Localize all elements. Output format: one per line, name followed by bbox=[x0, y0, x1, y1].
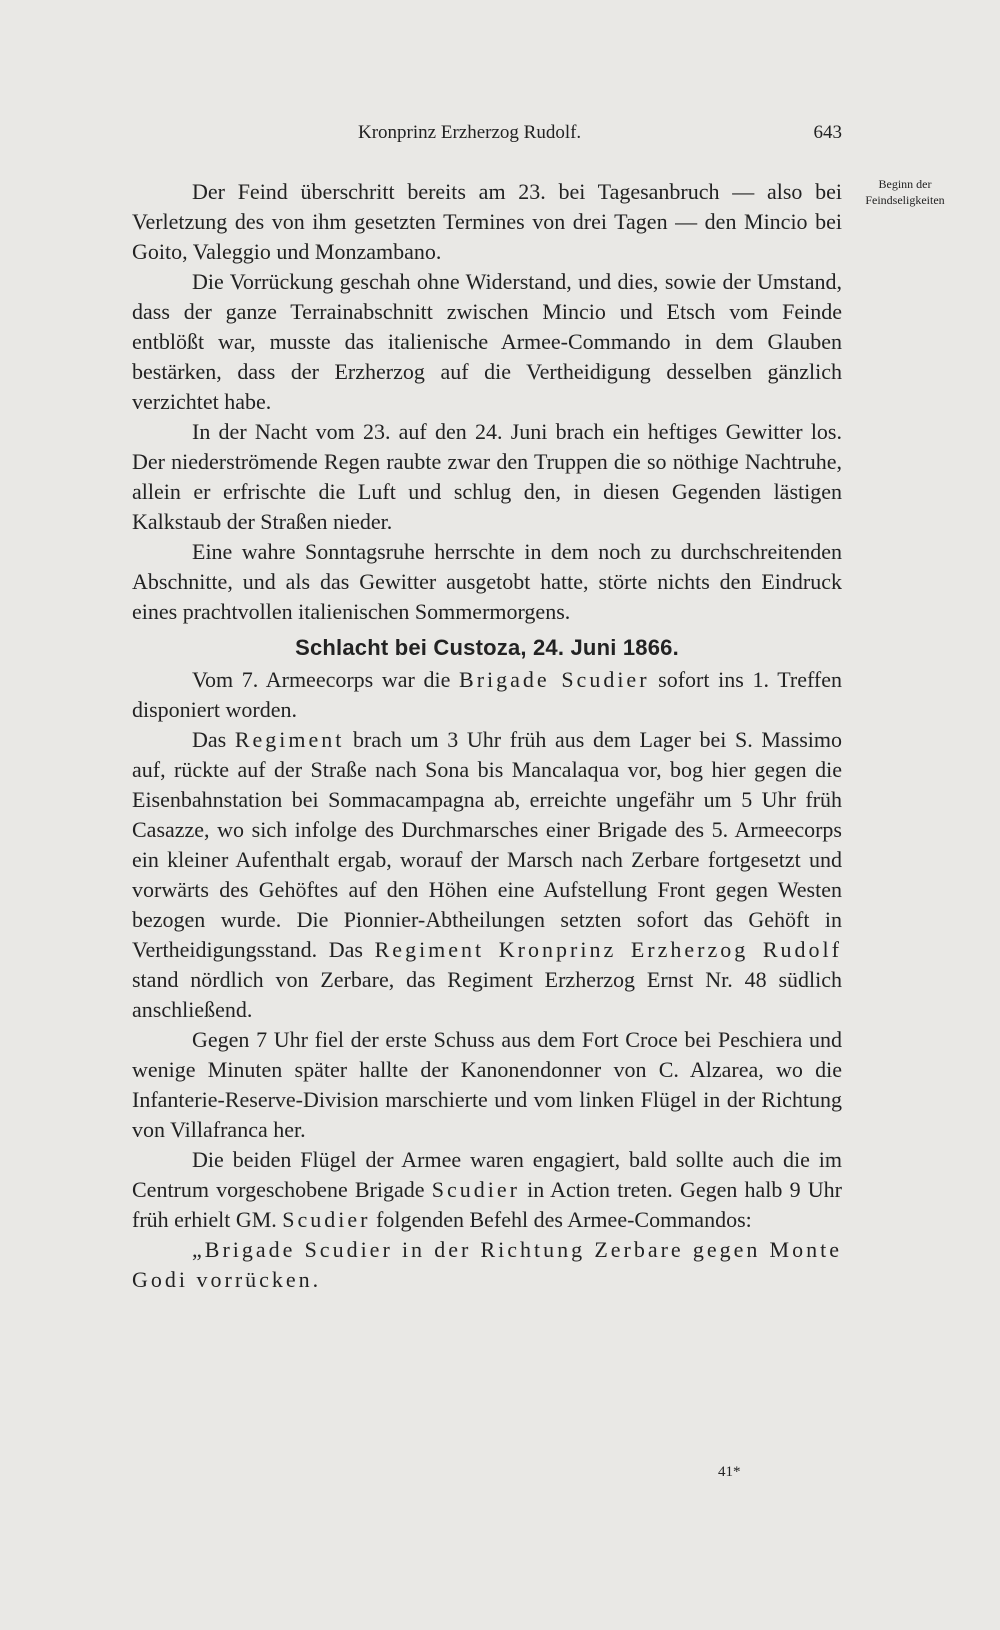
text-run: sofort ins 1. Treffen disponiert worden. bbox=[132, 667, 842, 722]
order-quote: „Brigade Scudier in der Richtung Zerbare gegen Monte Godi vorrücken. bbox=[132, 1237, 842, 1292]
text-run: brach um 3 Uhr früh aus dem Lager bei S. Massimo auf, rückte auf der Straße nach Sona bis Mancalaqua vor, bog hier gegen die Eisenbahnstation bei Sommacampagna ab, erreichte ungefähr um 5 Uhr früh Casazze, wo sich infolge des Durchmarsches einer Brigade des 5. Armeecorps ein kleiner Aufenthalt ergab, worauf der Marsch nach Zerbare fortgesetzt und vorwärts des Gehöftes auf den Höhen eine Aufstellung Front gegen Westen bezogen wurde. Die Pionnier-Abtheilungen setzten sofort das Gehöft in Vertheidigungsstand. Das bbox=[132, 727, 842, 962]
paragraph: In der Nacht vom 23. auf den 24. Juni brach ein heftiges Gewitter los. Der niederströmende Regen raubte zwar den Truppen die so nöthige Nachtruhe, allein er erfrischte die Luft und schlug den, in diesen Gegenden lästigen Kalkstaub der Straßen nieder. bbox=[132, 419, 842, 534]
signature-mark: 41* bbox=[718, 1464, 741, 1480]
main-text bbox=[132, 177, 842, 1295]
spaced-text-run: Regiment bbox=[234, 727, 345, 752]
spaced-text-run: Scudier bbox=[282, 1207, 371, 1232]
text-run: in Action treten. Gegen halb 9 Uhr früh erhielt GM. bbox=[132, 1177, 842, 1232]
text-run: folgenden Befehl des Armee-Commandos: bbox=[370, 1207, 752, 1232]
paragraph: Eine wahre Sonntagsruhe herrschte in dem noch zu durchschreitenden Abschnitte, und als das Gewitter ausgetobt hatte, störte nichts den Eindruck eines prachtvollen italienischen Sommermorgens. bbox=[132, 539, 842, 624]
paragraph bbox=[132, 1145, 842, 1235]
page-number: 643 bbox=[813, 122, 842, 143]
paragraph: Der Feind überschritt bereits am 23. bei Tagesanbruch — also bei Verletzung des von ihm gesetzten Termines von drei Tagen — den Mincio bei Goito, Valeggio und Monzambano. bbox=[132, 179, 842, 264]
margin-note bbox=[850, 176, 960, 208]
paragraph bbox=[132, 725, 842, 1025]
paragraph: Gegen 7 Uhr fiel der erste Schuss aus dem Fort Croce bei Peschiera und wenige Minuten später hallte der Kanonendonner von C. Alzarea, wo die Infanterie-Reserve-Division marschierte und vom linken Flügel in der Richtung von Villafranca her. bbox=[132, 1027, 842, 1142]
text-run: Vom 7. Armeecorps war die bbox=[192, 667, 460, 692]
spaced-text-run: Regiment Kronprinz Erzherzog Rudolf bbox=[374, 937, 842, 962]
spaced-text-run: Scudier bbox=[431, 1177, 520, 1202]
section-heading: Schlacht bei Custoza, 24. Juni 1866. bbox=[295, 635, 679, 660]
margin-note-line: Feindseligkeiten bbox=[865, 193, 945, 207]
running-title: Kronprinz Erzherzog Rudolf. bbox=[358, 122, 582, 143]
paragraph: Die Vorrückung geschah ohne Widerstand, und dies, sowie der Umstand, dass der ganze Terrainabschnitt zwischen Mincio und Etsch vom Feinde entblößt war, musste das italienische Armee-Commando in dem Glauben bestärken, dass der Erzherzog auf die Vertheidigung desselben gänzlich verzichtet habe. bbox=[132, 269, 842, 414]
text-run: stand nördlich von Zerbare, das Regiment Erzherzog Ernst Nr. 48 südlich anschließend. bbox=[132, 967, 842, 1022]
text-run: Die beiden Flügel der Armee waren engagiert, bald sollte auch die im Centrum vorgeschobene Brigade bbox=[132, 1147, 842, 1202]
spaced-text-run: Brigade Scudier bbox=[459, 667, 650, 692]
text-run: Das bbox=[192, 727, 235, 752]
paragraph bbox=[132, 665, 842, 725]
running-head bbox=[130, 122, 842, 148]
margin-note-line: Beginn der bbox=[878, 177, 932, 191]
